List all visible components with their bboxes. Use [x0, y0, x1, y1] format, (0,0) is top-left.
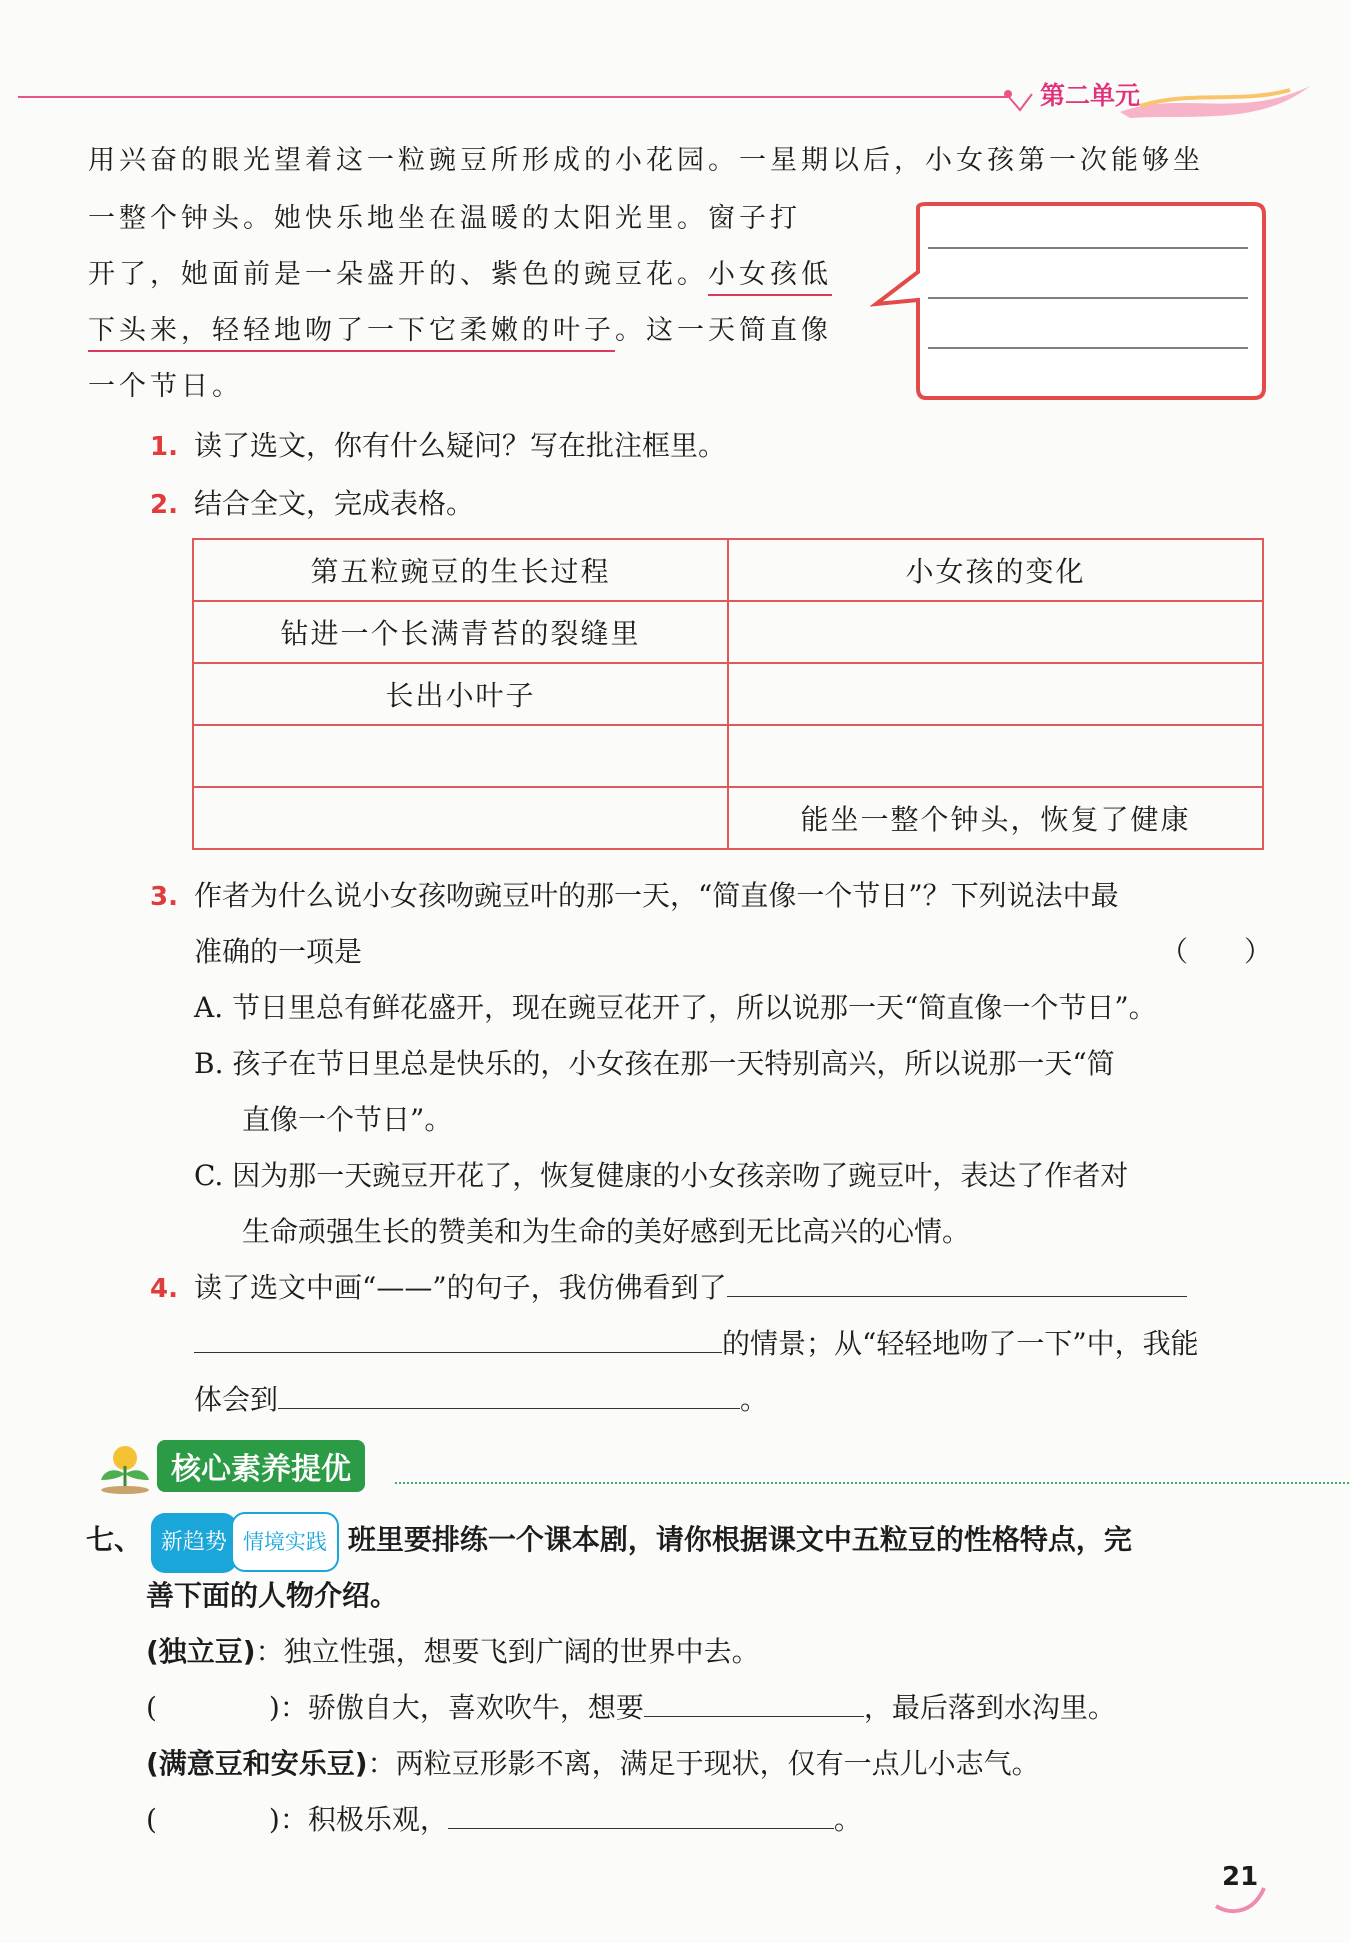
- name-blank[interactable]: ( ): [146, 1803, 280, 1836]
- tag-new-trend: 新趋势: [151, 1513, 237, 1573]
- question-text: 体会到: [194, 1383, 279, 1416]
- character-name: (独立豆): [146, 1635, 256, 1668]
- question-text: 结合全文，完成表格。: [194, 487, 475, 520]
- question-number: 4.: [150, 1274, 178, 1304]
- question-number: 1.: [150, 432, 178, 462]
- header-decoration: [990, 80, 1310, 128]
- option-a[interactable]: A. 节日里总有鲜花盛开，现在豌豆花开了，所以说那一天“简直像一个节日”。: [194, 991, 1157, 1024]
- underlined-sentence: 小女孩低: [708, 259, 832, 296]
- character-name: (满意豆和安乐豆): [146, 1747, 368, 1780]
- character-item-4: [146, 1792, 862, 1848]
- page-number: 21: [1222, 1862, 1259, 1892]
- question-text: 读了选文中画“——”的句子，我仿佛看到了: [194, 1271, 727, 1304]
- table-cell: 能坐一整个钟头，恢复了健康: [728, 787, 1263, 849]
- table-cell: 钻进一个长满青苔的裂缝里: [193, 601, 728, 663]
- character-desc: ：骄傲自大，喜欢吹牛，想要: [279, 1691, 644, 1724]
- passage-line-2: 一整个钟头。她快乐地坐在温暖的太阳光里。窗子打: [88, 203, 801, 234]
- passage-line-3: [88, 246, 832, 304]
- question-text: 班里要排练一个课本剧，请你根据课文中五粒豆的性格特点，完: [347, 1523, 1132, 1556]
- header-rule: [18, 96, 1008, 98]
- character-desc: 。: [833, 1803, 862, 1836]
- table-cell-blank[interactable]: [728, 601, 1263, 663]
- question-7-cont: 善下面的人物介绍。: [146, 1579, 399, 1612]
- table-cell-blank[interactable]: [728, 663, 1263, 725]
- question-4: [150, 1260, 1187, 1317]
- answer-blank[interactable]: [727, 1268, 1187, 1297]
- section-divider: [395, 1482, 1350, 1484]
- question-3-cont: 准确的一项是: [194, 935, 363, 968]
- option-c[interactable]: C. 因为那一天豌豆开花了，恢复健康的小女孩亲吻了豌豆叶，表达了作者对: [194, 1159, 1129, 1192]
- option-b[interactable]: B. 孩子在节日里总是快乐的，小女孩在那一天特别高兴，所以说那一天“简: [194, 1047, 1115, 1080]
- character-desc: ：两粒豆形影不离，满足于现状，仅有一点儿小志气。: [367, 1747, 1040, 1780]
- passage-line-4: [88, 302, 832, 360]
- character-item-3: [146, 1736, 1040, 1792]
- question-2: [150, 476, 474, 533]
- page-swoosh: [1212, 1880, 1268, 1916]
- option-c-cont: 生命顽强生长的赞美和为生命的美好感到无比高兴的心情。: [242, 1215, 971, 1248]
- name-blank[interactable]: ( ): [146, 1691, 280, 1724]
- question-text: 。: [740, 1383, 769, 1416]
- character-item-2: [146, 1680, 1116, 1736]
- growth-table: [192, 538, 1264, 850]
- table-cell-blank[interactable]: [728, 725, 1263, 787]
- option-b-cont: 直像一个节日”。: [242, 1103, 453, 1136]
- passage-text: 。这一天简直像: [615, 315, 832, 346]
- passage-line-1: 用兴奋的眼光望着这一粒豌豆所形成的小花园。一星期以后，小女孩第一次能够坐: [88, 145, 1204, 176]
- question-3: [150, 868, 1119, 925]
- tag-situation: 情境实践: [231, 1512, 339, 1572]
- answer-blank[interactable]: [644, 1688, 864, 1717]
- question-text: 读了选文，你有什么疑问？写在批注框里。: [194, 429, 727, 462]
- answer-blank[interactable]: [448, 1800, 834, 1829]
- section-title: 核心素养提优: [157, 1440, 365, 1492]
- table-cell-blank[interactable]: [193, 725, 728, 787]
- underlined-sentence: 下头来，轻轻地吻了一下它柔嫩的叶子: [88, 315, 615, 352]
- sprout-icon: [95, 1440, 157, 1496]
- table-cell: 长出小叶子: [193, 663, 728, 725]
- passage-text: 开了，她面前是一朵盛开的、紫色的豌豆花。: [88, 259, 708, 290]
- passage-line-5: 一个节日。: [88, 371, 243, 402]
- unit-label: 第二单元: [1040, 81, 1141, 110]
- character-desc: ，最后落到水沟里。: [863, 1691, 1116, 1724]
- character-item-1: [146, 1624, 760, 1680]
- character-desc: ：独立性强，想要飞到广阔的世界中去。: [255, 1635, 760, 1668]
- question-1: [150, 418, 726, 475]
- question-text: 的情景；从“轻轻地吻了一下”中，我能: [722, 1327, 1199, 1360]
- question-number: 3.: [150, 882, 178, 912]
- answer-blank[interactable]: [194, 1324, 722, 1353]
- answer-blank[interactable]: [278, 1380, 740, 1409]
- character-desc: ：积极乐观，: [279, 1803, 448, 1836]
- question-4-line-3: [194, 1372, 768, 1428]
- question-7: [86, 1512, 1132, 1573]
- question-text: 作者为什么说小女孩吻豌豆叶的那一天，“简直像一个节日”？下列说法中最: [194, 879, 1119, 912]
- table-header: 小女孩的变化: [728, 539, 1263, 601]
- question-number: 七、: [86, 1523, 143, 1556]
- table-header: 第五粒豌豆的生长过程: [193, 539, 728, 601]
- answer-parentheses[interactable]: （ ）: [1160, 935, 1273, 968]
- question-4-line-2: [194, 1316, 1199, 1372]
- question-number: 2.: [150, 490, 178, 520]
- table-cell-blank[interactable]: [193, 787, 728, 849]
- annotation-box[interactable]: [870, 200, 1270, 405]
